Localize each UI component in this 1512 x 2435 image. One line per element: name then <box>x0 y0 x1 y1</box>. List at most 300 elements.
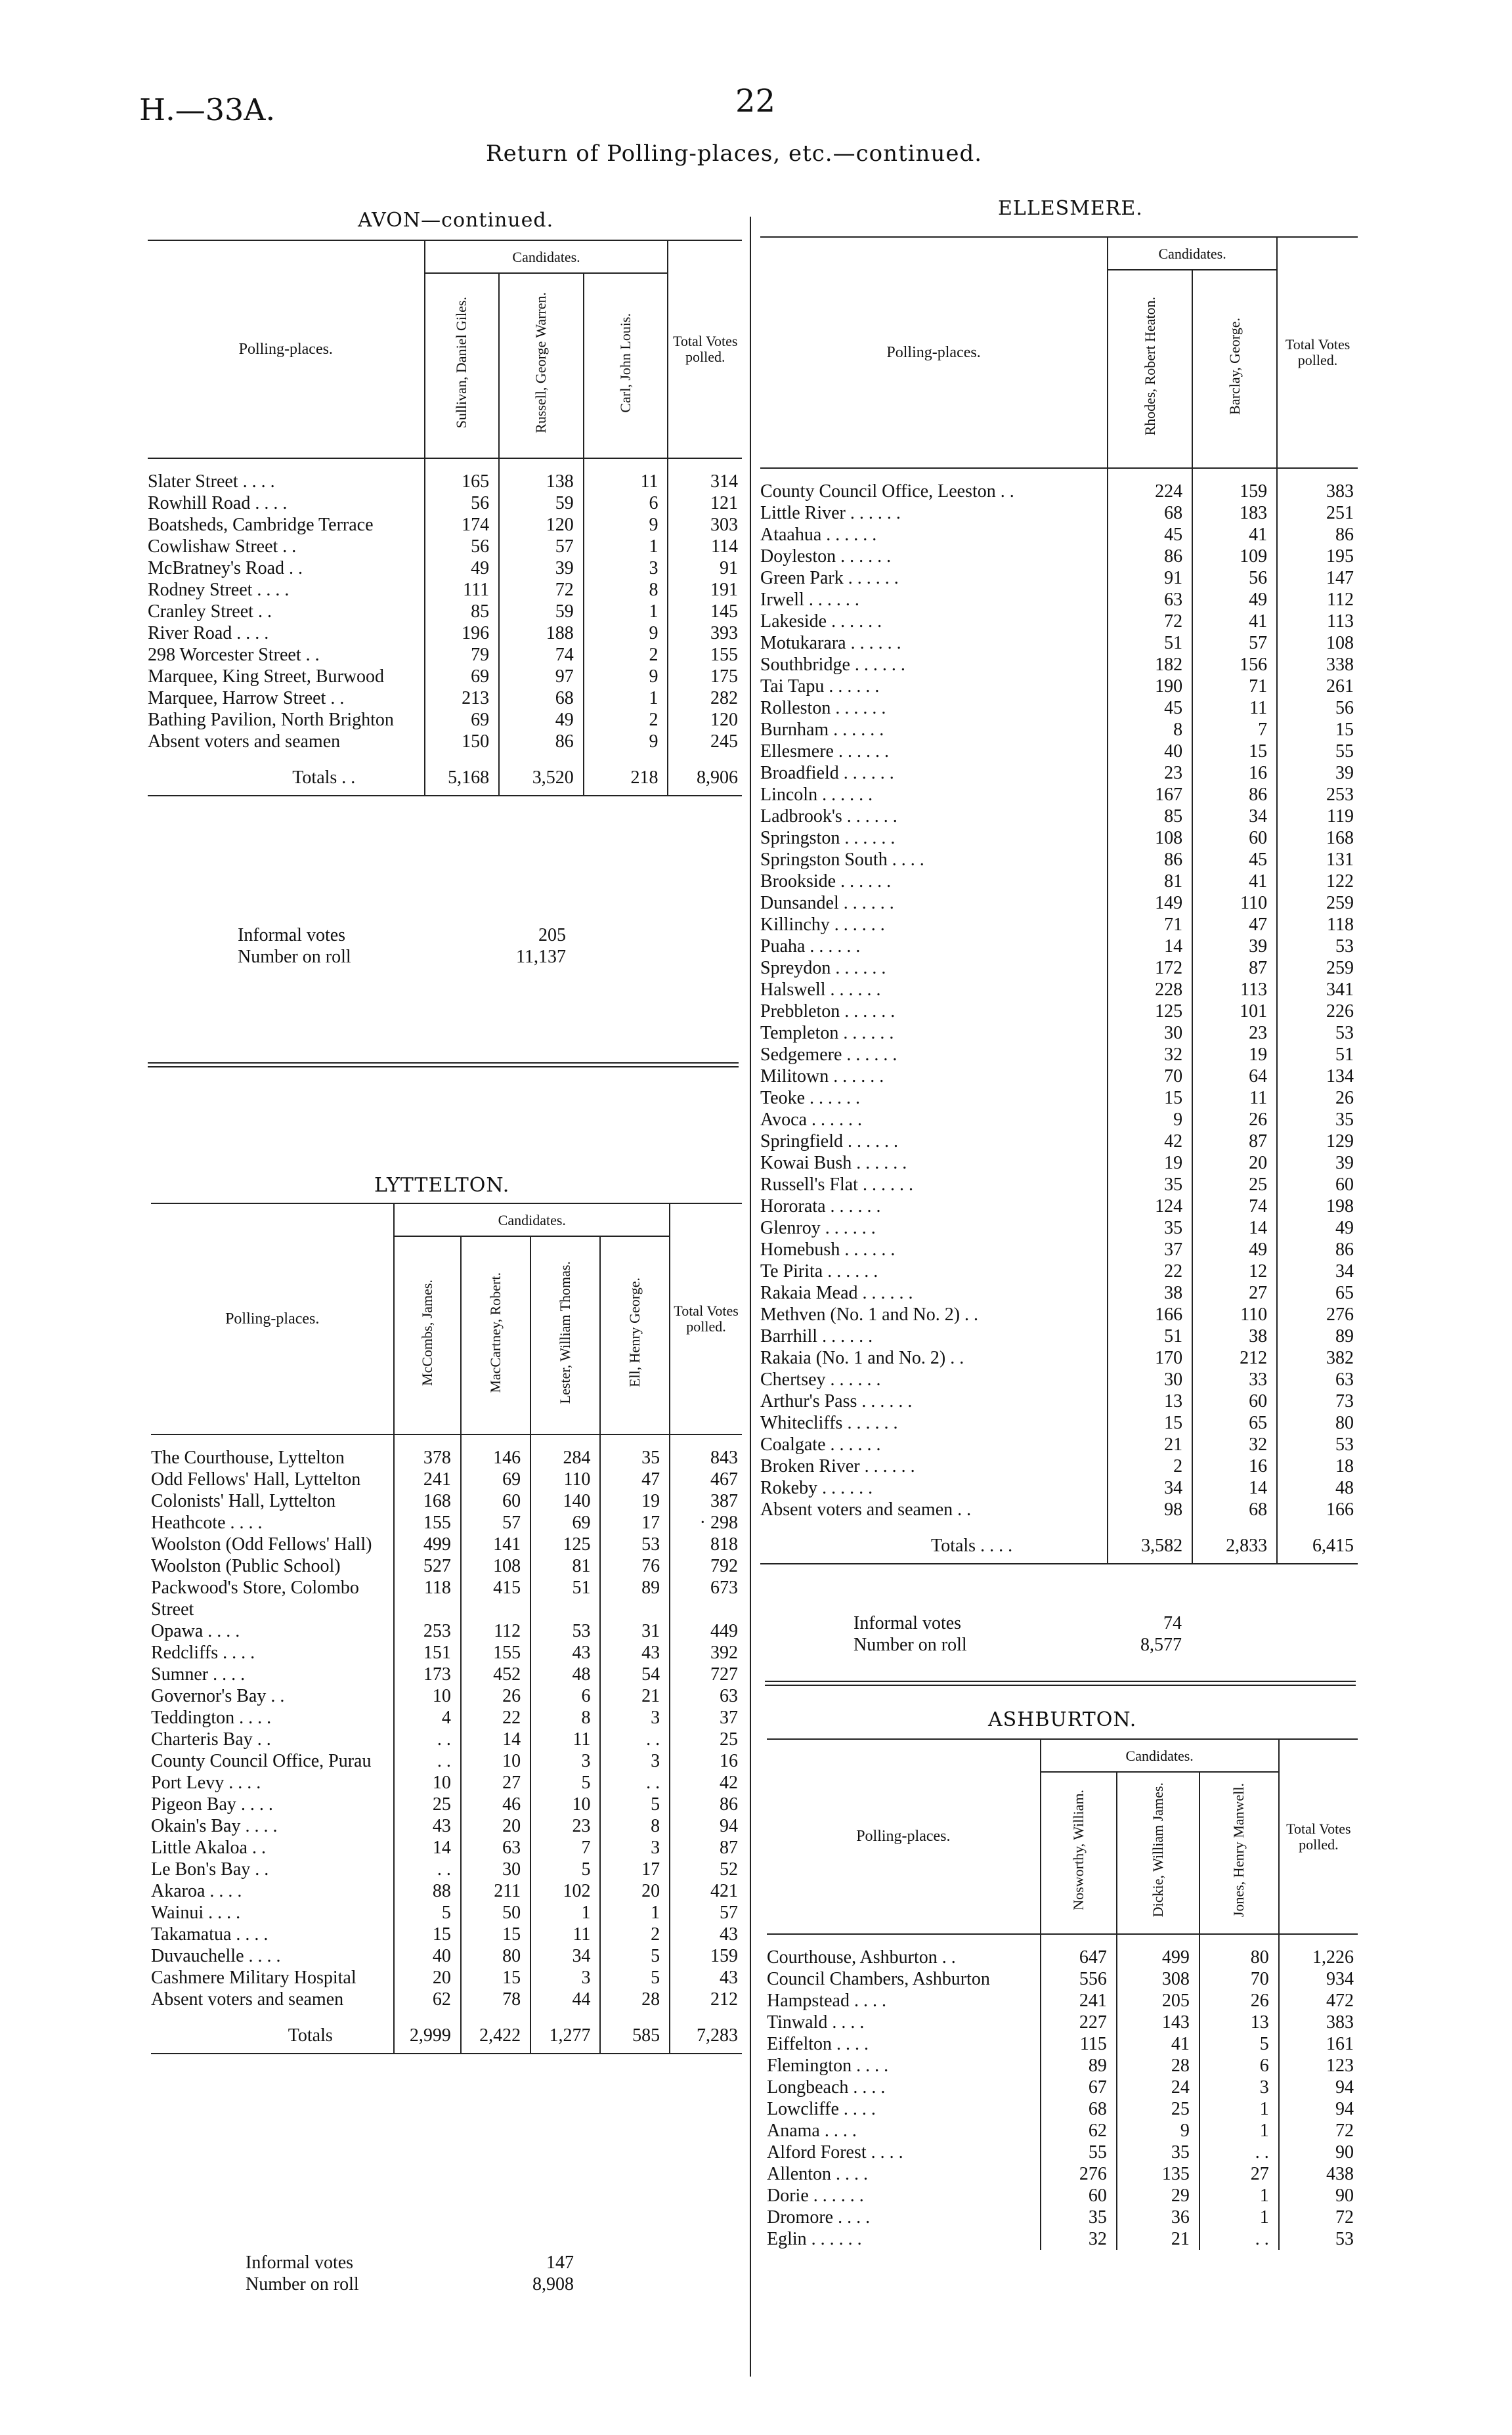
candidate-votes: 70 <box>1108 1066 1192 1087</box>
candidate-votes: 8 <box>1108 719 1192 741</box>
total-votes: 727 <box>670 1664 742 1685</box>
candidate-total: 585 <box>600 2010 670 2054</box>
total-votes: 53 <box>1277 936 1358 957</box>
candidate-votes: 14 <box>394 1837 460 1859</box>
candidate-votes: 86 <box>1108 849 1192 871</box>
candidate-votes: 101 <box>1192 1001 1277 1022</box>
table-row <box>760 567 1358 589</box>
candidate-votes: 166 <box>1108 1304 1192 1325</box>
avon-candidate-1: Sullivan, Daniel Giles. <box>453 297 470 429</box>
total-votes: 168 <box>1277 827 1358 849</box>
candidate-votes: 12 <box>1192 1261 1277 1282</box>
polling-place: Dorie . . . . . . <box>767 2186 864 2206</box>
table-row <box>760 979 1358 1001</box>
candidate-votes: 69 <box>425 666 500 687</box>
candidate-votes: 1 <box>584 536 668 557</box>
candidate-votes: 86 <box>1108 546 1192 567</box>
polling-place: Charteris Bay . . <box>151 1729 271 1750</box>
total-votes: 438 <box>1279 2163 1358 2185</box>
table-row <box>760 611 1358 632</box>
grand-total: 7,283 <box>670 2010 742 2054</box>
polling-place: Broadfield . . . . . . <box>760 763 894 783</box>
total-votes: 60 <box>1277 1174 1358 1196</box>
total-votes: 449 <box>670 1620 742 1642</box>
candidate-votes: 138 <box>499 458 584 492</box>
polling-place: Council Chambers, Ashburton <box>767 1969 990 1989</box>
polling-place: Green Park . . . . . . <box>760 568 899 588</box>
candidate-votes: . . <box>600 1729 670 1750</box>
candidate-votes: 3 <box>600 1750 670 1772</box>
table-row <box>767 2207 1358 2228</box>
candidate-votes: . . <box>1199 2142 1279 2163</box>
polling-place: Ellesmere . . . . . . <box>760 741 889 762</box>
totals-label: Totals <box>151 2010 394 2054</box>
polling-place: Akaroa . . . . <box>151 1881 242 1901</box>
table-row <box>760 1282 1358 1304</box>
total-votes: 383 <box>1277 468 1358 502</box>
polling-place: Odd Fellows' Hall, Lyttelton <box>151 1469 361 1490</box>
total-votes: 15 <box>1277 719 1358 741</box>
candidate-votes: 213 <box>425 687 500 709</box>
polling-place: Teddington . . . . <box>151 1708 272 1728</box>
table-row <box>151 1434 742 1469</box>
totals-row <box>148 752 742 796</box>
candidate-votes: 35 <box>1117 2142 1199 2163</box>
polling-place: 298 Worcester Street . . <box>148 645 320 665</box>
candidate-votes: 72 <box>1108 611 1192 632</box>
table-row <box>151 1815 742 1837</box>
ashburton-candidate-2: Dickie, William James. <box>1149 1782 1166 1918</box>
table-row <box>760 871 1358 892</box>
table-row <box>760 1131 1358 1152</box>
candidate-votes: 15 <box>394 1924 460 1945</box>
table-row <box>760 654 1358 676</box>
grand-total: 6,415 <box>1277 1520 1358 1564</box>
candidate-votes: 32 <box>1041 2228 1117 2250</box>
polling-place: Barrhill . . . . . . <box>760 1326 873 1347</box>
candidate-votes: 35 <box>600 1434 670 1469</box>
candidate-votes: 10 <box>394 1685 460 1707</box>
total-votes: 51 <box>1277 1044 1358 1066</box>
total-votes: 108 <box>1277 632 1358 654</box>
total-votes: 253 <box>1277 784 1358 806</box>
total-votes: 55 <box>1277 741 1358 762</box>
candidate-votes: 86 <box>499 731 584 752</box>
avon-table <box>148 240 742 796</box>
polling-place: Springston South . . . . <box>760 850 924 870</box>
candidate-votes: 3 <box>530 1967 600 1989</box>
total-votes: 72 <box>1279 2207 1358 2228</box>
candidate-total: 3,582 <box>1108 1520 1192 1564</box>
candidate-votes: . . <box>394 1729 460 1750</box>
total-votes: 392 <box>670 1642 742 1664</box>
candidate-votes: 241 <box>1041 1990 1117 2012</box>
candidate-votes: 188 <box>499 622 584 644</box>
candidate-votes: 62 <box>1041 2120 1117 2142</box>
candidate-votes: 165 <box>425 458 500 492</box>
candidate-votes: 45 <box>1192 849 1277 871</box>
table-row <box>148 557 742 579</box>
total-votes: 112 <box>1277 589 1358 611</box>
candidate-votes: 23 <box>1192 1022 1277 1044</box>
table-row <box>767 2012 1358 2033</box>
candidate-votes: 1 <box>1199 2207 1279 2228</box>
lyttelton-informal-value: 147 <box>546 2252 574 2273</box>
lyttelton-roll-value: 8,908 <box>532 2274 574 2295</box>
table-row <box>760 1499 1358 1520</box>
table-row <box>148 601 742 622</box>
table-row <box>151 1967 742 1989</box>
lyttelton-col-total: Total Votes polled. <box>670 1203 742 1434</box>
polling-place: Lowcliffe . . . . <box>767 2099 876 2119</box>
candidate-votes: 2 <box>600 1924 670 1945</box>
total-votes: 90 <box>1279 2185 1358 2207</box>
candidate-votes: 135 <box>1117 2163 1199 2185</box>
candidate-votes: 43 <box>600 1642 670 1664</box>
lyttelton-col-candidates: Candidates. <box>394 1203 670 1236</box>
polling-place: Sedgemere . . . . . . <box>760 1045 897 1065</box>
candidate-votes: 60 <box>1192 1390 1277 1412</box>
avon-title: AVON—continued. <box>358 209 554 232</box>
candidate-votes: 527 <box>394 1555 460 1577</box>
polling-place: Southbridge . . . . . . <box>760 655 905 675</box>
total-votes: 53 <box>1277 1022 1358 1044</box>
candidate-votes: 62 <box>394 1989 460 2010</box>
ellesmere-summary <box>853 1612 1182 1656</box>
candidate-votes: 17 <box>600 1859 670 1880</box>
candidate-votes: 56 <box>425 536 500 557</box>
table-row <box>760 849 1358 871</box>
total-votes: 34 <box>1277 1261 1358 1282</box>
table-row <box>767 2055 1358 2077</box>
ellesmere-col-candidates: Candidates. <box>1108 237 1277 270</box>
table-row <box>151 1880 742 1902</box>
table-row <box>767 2120 1358 2142</box>
table-row <box>148 514 742 536</box>
total-votes: 259 <box>1277 892 1358 914</box>
polling-place: County Council Office, Purau <box>151 1751 372 1771</box>
total-votes: 73 <box>1277 1390 1358 1412</box>
candidate-votes: 59 <box>499 601 584 622</box>
polling-place: Prebbleton . . . . . . <box>760 1001 896 1022</box>
table-row <box>760 546 1358 567</box>
candidate-votes: 3 <box>600 1837 670 1859</box>
candidate-votes: 6 <box>1199 2055 1279 2077</box>
polling-place: The Courthouse, Lyttelton <box>151 1448 345 1468</box>
total-votes: 39 <box>1277 762 1358 784</box>
total-votes: 792 <box>670 1555 742 1577</box>
candidate-votes: 64 <box>1192 1066 1277 1087</box>
table-row <box>767 2077 1358 2098</box>
table-row <box>760 1239 1358 1261</box>
candidate-votes: 21 <box>1108 1434 1192 1455</box>
grand-total: 8,906 <box>668 752 742 796</box>
polling-place: Methven (No. 1 and No. 2) . . <box>760 1304 979 1325</box>
table-row <box>767 2185 1358 2207</box>
total-votes: 72 <box>1279 2120 1358 2142</box>
table-row <box>148 731 742 752</box>
total-votes: 18 <box>1277 1455 1358 1477</box>
table-row <box>760 468 1358 502</box>
candidate-votes: 51 <box>530 1577 600 1620</box>
candidate-votes: 63 <box>1108 589 1192 611</box>
candidate-votes: 6 <box>584 492 668 514</box>
candidate-votes: 27 <box>1192 1282 1277 1304</box>
polling-place: Militown . . . . . . <box>760 1066 884 1087</box>
table-row <box>760 1001 1358 1022</box>
candidate-votes: 70 <box>1199 1968 1279 1990</box>
candidate-votes: 46 <box>461 1794 530 1815</box>
candidate-votes: 5 <box>530 1772 600 1794</box>
table-row <box>148 579 742 601</box>
candidate-votes: 155 <box>461 1642 530 1664</box>
ashburton-table <box>767 1738 1358 2250</box>
table-row <box>767 2033 1358 2055</box>
candidate-votes: 11 <box>530 1924 600 1945</box>
polling-place: Hampstead . . . . <box>767 1991 886 2011</box>
table-row <box>151 1512 742 1534</box>
candidate-votes: 415 <box>461 1577 530 1620</box>
candidate-votes: 108 <box>1108 827 1192 849</box>
total-votes: · 298 <box>670 1512 742 1534</box>
avon-informal-value: 205 <box>538 925 566 945</box>
polling-place: Little River . . . . . . <box>760 503 901 523</box>
candidate-votes: 8 <box>600 1815 670 1837</box>
lyttelton-informal-label: Informal votes <box>246 2252 354 2273</box>
table-row <box>148 536 742 557</box>
total-votes: 122 <box>1277 871 1358 892</box>
lyttelton-title: LYTTELTON. <box>374 1174 510 1197</box>
candidate-votes: 143 <box>1117 2012 1199 2033</box>
candidate-votes: 150 <box>425 731 500 752</box>
candidate-votes: 68 <box>499 687 584 709</box>
candidate-votes: 55 <box>1041 2142 1117 2163</box>
table-row <box>767 1968 1358 1990</box>
candidate-votes: 108 <box>461 1555 530 1577</box>
polling-place: Flemington . . . . <box>767 2056 889 2076</box>
table-row <box>151 1794 742 1815</box>
total-votes: 175 <box>668 666 742 687</box>
candidate-votes: 110 <box>530 1469 600 1490</box>
candidate-votes: 38 <box>1108 1282 1192 1304</box>
table-row <box>760 589 1358 611</box>
candidate-votes: 5 <box>600 1794 670 1815</box>
candidate-votes: 27 <box>1199 2163 1279 2185</box>
candidate-votes: 34 <box>1192 806 1277 827</box>
candidate-votes: 112 <box>461 1620 530 1642</box>
candidate-votes: 47 <box>1192 914 1277 936</box>
total-votes: 303 <box>668 514 742 536</box>
candidate-votes: 15 <box>1108 1412 1192 1434</box>
total-votes: 259 <box>1277 957 1358 979</box>
candidate-votes: 125 <box>530 1534 600 1555</box>
totals-label: Totals . . . . <box>760 1520 1108 1564</box>
candidate-votes: 51 <box>1108 632 1192 654</box>
total-votes: 118 <box>1277 914 1358 936</box>
table-row <box>760 1066 1358 1087</box>
table-row <box>767 2098 1358 2120</box>
total-votes: 467 <box>670 1469 742 1490</box>
candidate-votes: 35 <box>1108 1217 1192 1239</box>
polling-place: Ataahua . . . . . . <box>760 525 877 545</box>
polling-place: Governor's Bay . . <box>151 1686 285 1706</box>
total-votes: 191 <box>668 579 742 601</box>
candidate-votes: 378 <box>394 1434 460 1469</box>
polling-place: Hororata . . . . . . <box>760 1196 881 1217</box>
candidate-votes: 56 <box>425 492 500 514</box>
avon-candidate-3: Carl, John Louis. <box>617 312 634 413</box>
candidate-votes: 68 <box>1041 2098 1117 2120</box>
candidate-votes: 49 <box>425 557 500 579</box>
candidate-votes: 3 <box>600 1707 670 1729</box>
candidate-votes: 6 <box>530 1685 600 1707</box>
polling-place: Burnham . . . . . . <box>760 720 884 740</box>
candidate-votes: 49 <box>499 709 584 731</box>
candidate-votes: 40 <box>394 1945 460 1967</box>
table-row <box>148 622 742 644</box>
candidate-votes: 20 <box>1192 1152 1277 1174</box>
candidate-votes: 60 <box>1192 827 1277 849</box>
candidate-votes: 38 <box>1192 1325 1277 1347</box>
polling-place: Avoca . . . . . . <box>760 1110 862 1130</box>
candidate-votes: 41 <box>1192 871 1277 892</box>
candidate-votes: 170 <box>1108 1347 1192 1369</box>
polling-place: Rodney Street . . . . <box>148 580 290 600</box>
polling-place: Motukarara . . . . . . <box>760 633 901 653</box>
ellesmere-col-place: Polling-places. <box>760 237 1108 468</box>
candidate-votes: . . <box>1199 2228 1279 2250</box>
polling-place: Cashmere Military Hospital <box>151 1968 356 1988</box>
ashburton-col-candidates: Candidates. <box>1041 1739 1279 1772</box>
table-row <box>760 676 1358 697</box>
total-votes: 145 <box>668 601 742 622</box>
total-votes: 843 <box>670 1434 742 1469</box>
polling-place: Russell's Flat . . . . . . <box>760 1174 913 1195</box>
total-votes: 382 <box>1277 1347 1358 1369</box>
candidate-votes: 499 <box>394 1534 460 1555</box>
table-row <box>760 1434 1358 1455</box>
avon-candidate-2: Russell, George Warren. <box>532 292 550 433</box>
table-row <box>760 697 1358 719</box>
table-row <box>767 1990 1358 2012</box>
candidate-votes: 205 <box>1117 1990 1199 2012</box>
table-row <box>760 957 1358 979</box>
candidate-votes: 241 <box>394 1469 460 1490</box>
total-votes: 251 <box>1277 502 1358 524</box>
candidate-votes: 25 <box>1192 1174 1277 1196</box>
ashburton-title: ASHBURTON. <box>988 1708 1137 1731</box>
total-votes: 94 <box>670 1815 742 1837</box>
total-votes: 114 <box>668 536 742 557</box>
total-votes: 155 <box>668 644 742 666</box>
lyttelton-candidate-1: McCombs, James. <box>419 1279 436 1386</box>
polling-place: Te Pirita . . . . . . <box>760 1261 878 1282</box>
polling-place: Courthouse, Ashburton . . <box>767 1947 956 1968</box>
candidate-votes: 196 <box>425 622 500 644</box>
candidate-votes: 53 <box>600 1534 670 1555</box>
table-row <box>151 1534 742 1555</box>
table-row <box>151 1989 742 2010</box>
candidate-votes: 29 <box>1117 2185 1199 2207</box>
candidate-votes: 113 <box>1192 979 1277 1001</box>
candidate-votes: 276 <box>1041 2163 1117 2185</box>
total-votes: 472 <box>1279 1990 1358 2012</box>
total-votes: 195 <box>1277 546 1358 567</box>
table-row <box>148 666 742 687</box>
candidate-votes: 65 <box>1192 1412 1277 1434</box>
avon-roll-value: 11,137 <box>516 947 566 967</box>
table-row <box>151 1772 742 1794</box>
table-row <box>151 1490 742 1512</box>
candidate-votes: 10 <box>461 1750 530 1772</box>
candidate-votes: 51 <box>1108 1325 1192 1347</box>
candidate-votes: 20 <box>461 1815 530 1837</box>
table-row <box>151 1729 742 1750</box>
polling-place: Cranley Street . . <box>148 601 272 622</box>
candidate-votes: 253 <box>394 1620 460 1642</box>
candidate-votes: 89 <box>600 1577 670 1620</box>
polling-place: Okain's Bay . . . . <box>151 1816 278 1836</box>
candidate-votes: 7 <box>530 1837 600 1859</box>
polling-place: Eglin . . . . . . <box>767 2229 862 2249</box>
candidate-votes: 27 <box>461 1772 530 1794</box>
candidate-votes: 25 <box>1117 2098 1199 2120</box>
document-reference: H.—33A. <box>139 92 276 127</box>
total-votes: 56 <box>1277 697 1358 719</box>
total-votes: 43 <box>670 1967 742 1989</box>
table-row <box>760 762 1358 784</box>
total-votes: 94 <box>1279 2098 1358 2120</box>
candidate-votes: 452 <box>461 1664 530 1685</box>
polling-place: River Road . . . . <box>148 623 269 643</box>
polling-place: Sumner . . . . <box>151 1664 246 1685</box>
polling-place: Chertsey . . . . . . <box>760 1369 881 1390</box>
candidate-votes: . . <box>394 1750 460 1772</box>
avon-informal-label: Informal votes <box>238 925 346 945</box>
candidate-votes: 1 <box>584 601 668 622</box>
ellesmere-col-total: Total Votes polled. <box>1277 237 1358 468</box>
candidate-votes: 40 <box>1108 741 1192 762</box>
total-votes: 212 <box>670 1989 742 2010</box>
total-votes: 818 <box>670 1534 742 1555</box>
candidate-votes: 3 <box>530 1750 600 1772</box>
avon-col-candidates: Candidates. <box>425 240 668 273</box>
polling-place: Absent voters and seamen <box>148 731 341 752</box>
total-votes: 147 <box>1277 567 1358 589</box>
lyttelton-candidate-3: Lester, William Thomas. <box>557 1261 574 1404</box>
candidate-votes: 17 <box>600 1512 670 1534</box>
polling-place: Cowlishaw Street . . <box>148 536 297 557</box>
table-row <box>151 1859 742 1880</box>
polling-place: Dromore . . . . <box>767 2207 871 2228</box>
table-row <box>151 1924 742 1945</box>
table-row <box>151 1469 742 1490</box>
candidate-votes: 28 <box>1117 2055 1199 2077</box>
candidate-votes: 76 <box>600 1555 670 1577</box>
candidate-votes: 13 <box>1199 2012 1279 2033</box>
candidate-votes: 1 <box>1199 2120 1279 2142</box>
candidate-votes: 2 <box>1108 1455 1192 1477</box>
table-row <box>760 936 1358 957</box>
table-row <box>760 1109 1358 1131</box>
candidate-votes: 16 <box>1192 1455 1277 1477</box>
candidate-votes: 30 <box>1108 1369 1192 1390</box>
candidate-votes: 68 <box>1108 502 1192 524</box>
polling-place: Rokeby . . . . . . <box>760 1478 873 1498</box>
candidate-votes: 43 <box>530 1642 600 1664</box>
ellesmere-candidate-1: Rhodes, Robert Heaton. <box>1141 296 1158 436</box>
polling-place: Whitecliffs . . . . . . <box>760 1413 898 1433</box>
